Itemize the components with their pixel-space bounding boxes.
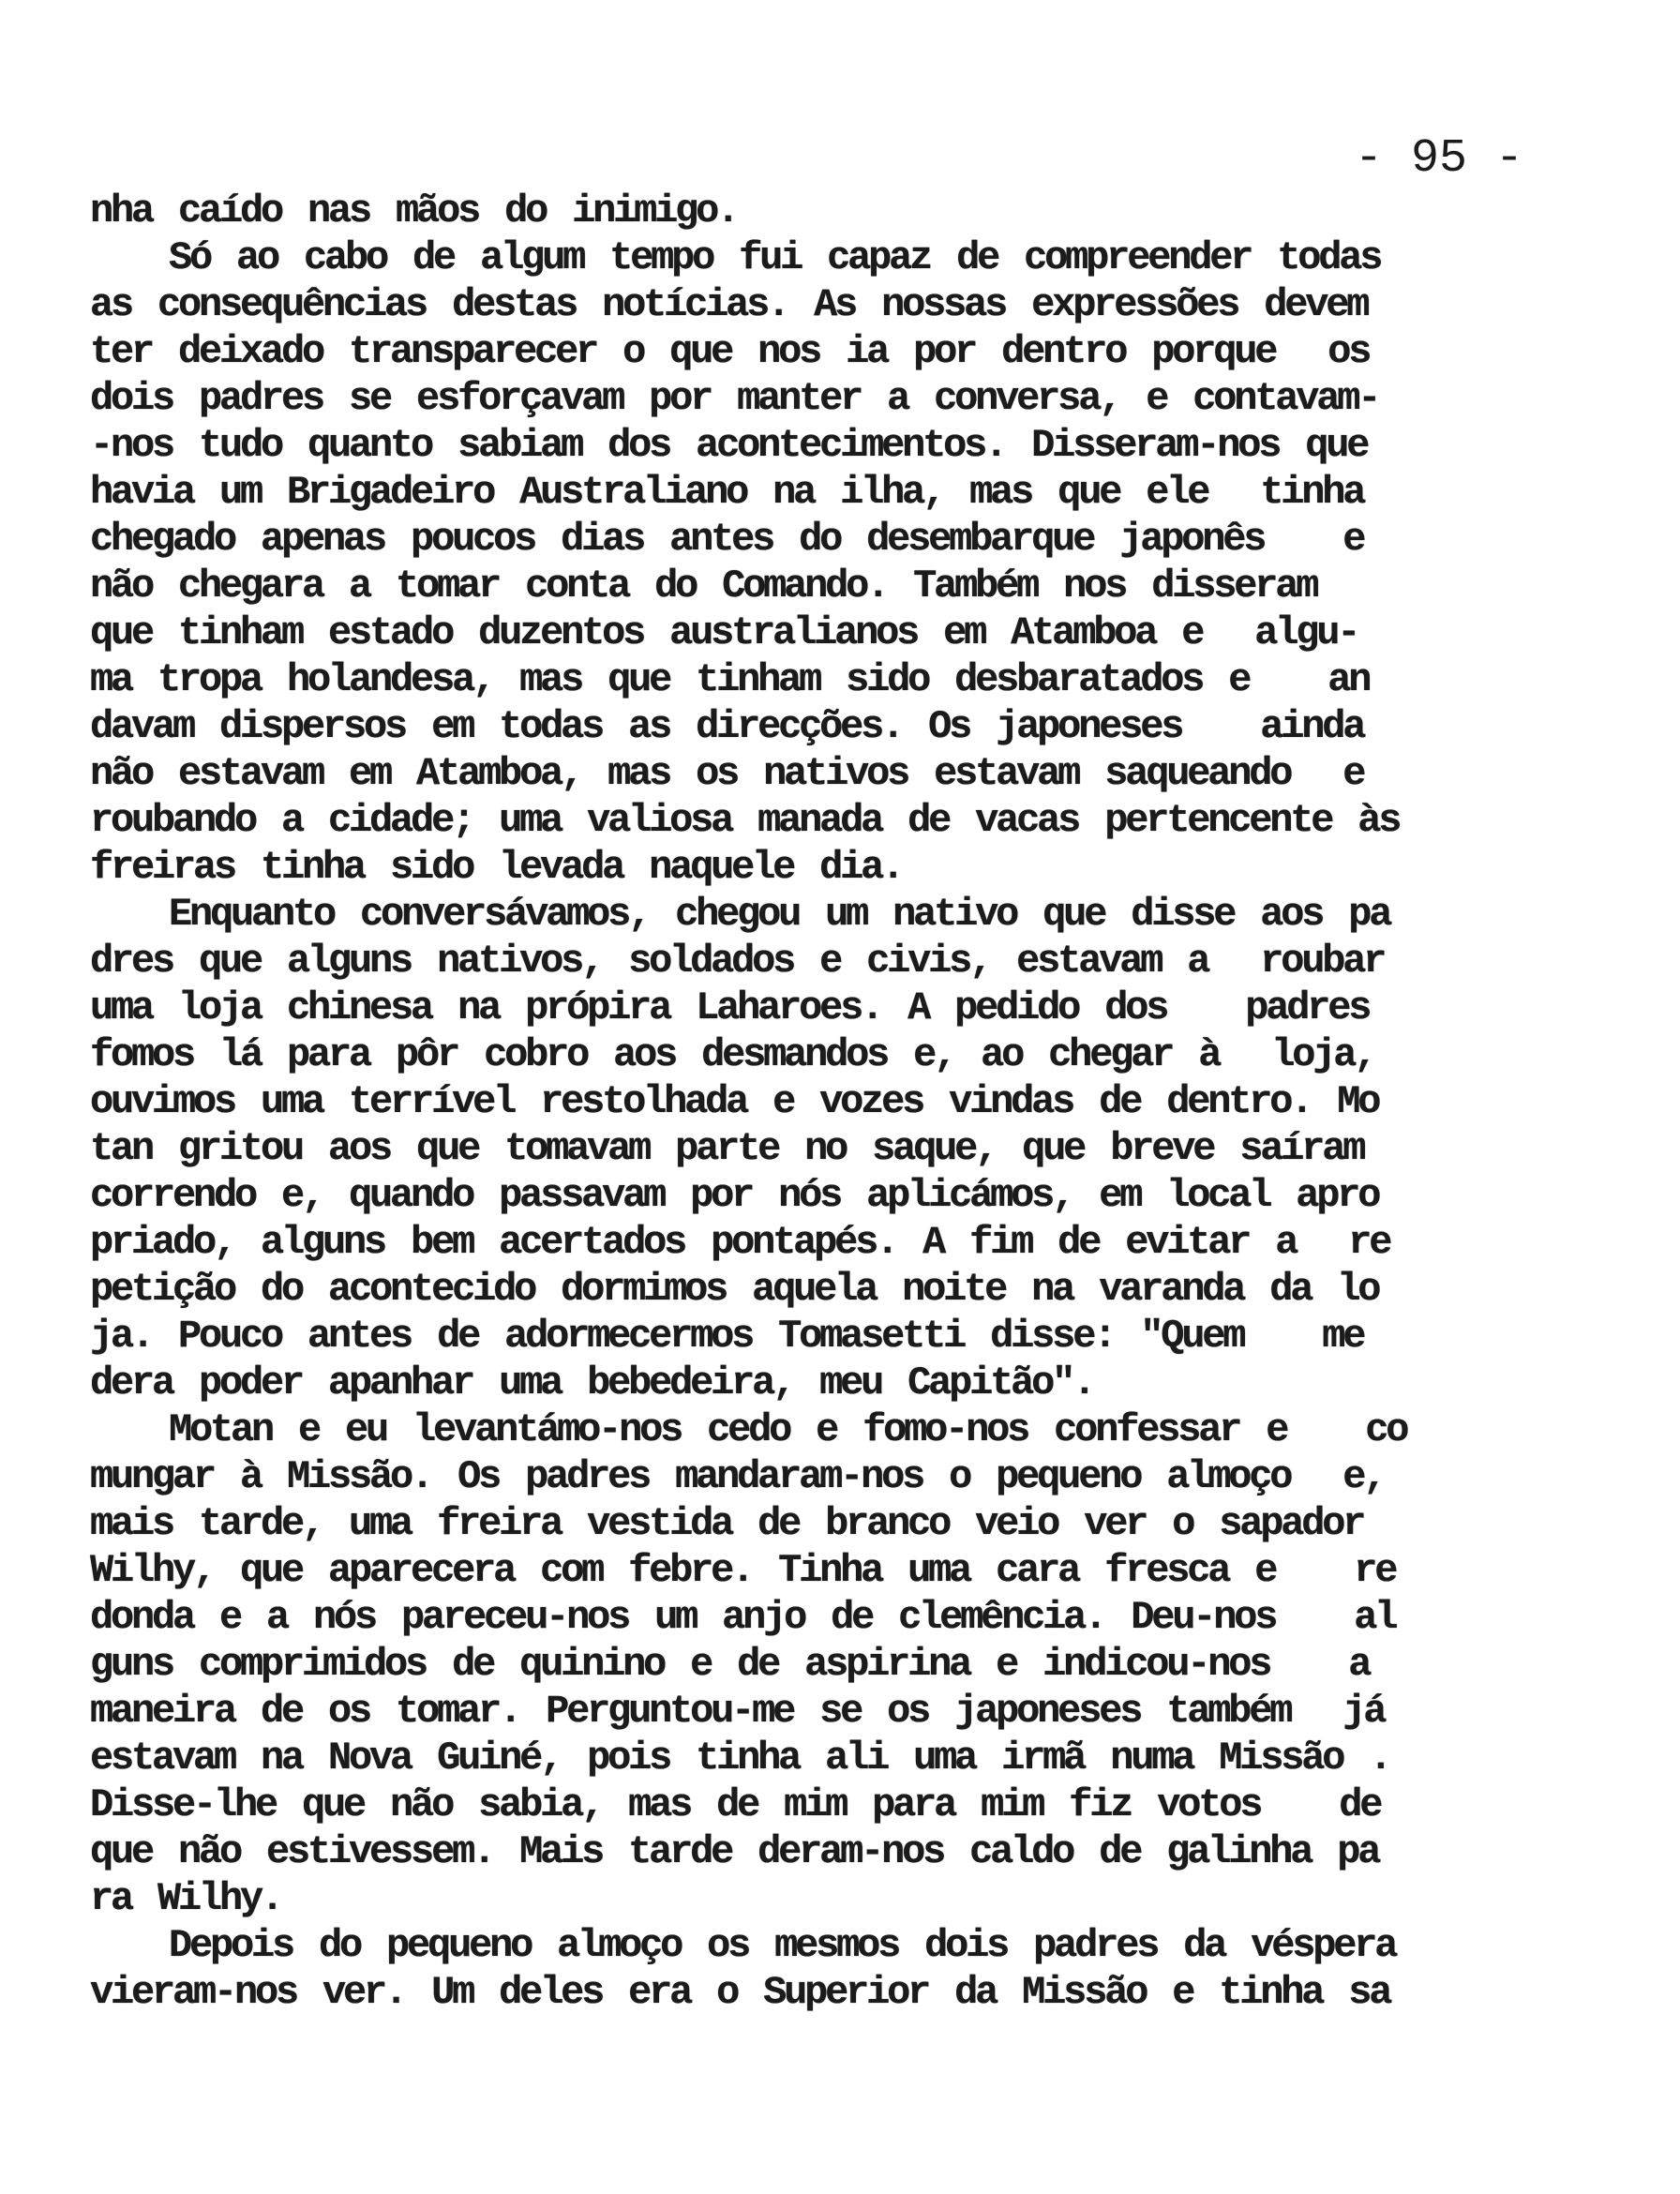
text-line: ter deixado transparecer o que nos ia por dentro porque os (90, 329, 1370, 374)
text-line: donda e a nós pareceu-nos um anjo de clemência. Deu-nos al (90, 1595, 1396, 1640)
text-line: -nos tudo quanto sabiam dos acontecimentos. Disseram-nos que (90, 423, 1368, 468)
text-line: vieram-nos ver. Um deles era o Superior da Missão e tinha sa (90, 1970, 1390, 2015)
text-line: davam dispersos em todas as direcções. Os japoneses ainda (90, 704, 1364, 749)
text-line: Só ao cabo de algum tempo fui capaz de compreender todas (90, 235, 1381, 280)
text-line: Depois do pequeno almoço os mesmos dois padres da véspera (90, 1923, 1396, 1968)
text-line: que não estivessem. Mais tarde deram-nos caldo de galinha pa (90, 1829, 1379, 1874)
text-line: Motan e eu levantámo-nos cedo e fomo-nos confessar e co (90, 1407, 1407, 1452)
text-line: Wilhy, que aparecera com febre. Tinha uma cara fresca e re (90, 1548, 1396, 1593)
text-line: ouvimos uma terrível restolhada e vozes vindas de dentro. Mo (90, 1079, 1379, 1124)
text-line: roubando a cidade; uma valiosa manada de vacas pertencente às (90, 798, 1400, 843)
text-line: ja. Pouco antes de adormecermos Tomasetti disse: "Quem me (90, 1314, 1364, 1359)
text-line: havia um Brigadeiro Australiano na ilha, mas que ele tinha (90, 470, 1364, 515)
text-line: Enquanto conversávamos, chegou um nativo que disse aos pa (90, 892, 1390, 937)
text-line: dois padres se esforçavam por manter a conversa, e contavam- (90, 376, 1379, 421)
text-line: tan gritou aos que tomavam parte no saque, que breve saíram (90, 1126, 1364, 1171)
text-line: correndo e, quando passavam por nós aplicámos, em local apro (90, 1173, 1379, 1218)
text-line: estavam na Nova Guiné, pois tinha ali uma irmã numa Missão . (90, 1736, 1390, 1781)
text-line: não estavam em Atamboa, mas os nativos estavam saqueando e (90, 751, 1364, 796)
text-line: dres que alguns nativos, soldados e civis, estavam a roubar (90, 939, 1385, 984)
body-text (90, 188, 1496, 2016)
text-line: nha caído nas mãos do inimigo. (90, 188, 738, 233)
text-line: priado, alguns bem acertados pontapés. A fim de evitar a re (90, 1220, 1390, 1265)
text-line: ra Wilhy. (90, 1876, 282, 1921)
text-line: as consequências destas notícias. As nossas expressões devem (90, 282, 1368, 327)
text-line: ma tropa holandesa, mas que tinham sido desbaratados e an (90, 657, 1370, 702)
text-line: uma loja chinesa na própira Laharoes. A pedido dos padres (90, 985, 1370, 1030)
page-number: - 95 - (1355, 132, 1524, 186)
text-line: que tinham estado duzentos australianos em Atamboa e algu- (90, 610, 1358, 655)
text-line: petição do acontecido dormimos aquela noite na varanda da lo (90, 1267, 1379, 1312)
text-line: guns comprimidos de quinino e de aspirina e indicou-nos a (90, 1642, 1370, 1687)
text-line: fomos lá para pôr cobro aos desmandos e, ao chegar à loja, (90, 1032, 1375, 1077)
text-line: chegado apenas poucos dias antes do desembarque japonês e (90, 517, 1364, 562)
text-line: não chegara a tomar conta do Comando. Também nos disseram (90, 564, 1317, 609)
text-line: freiras tinha sido levada naquele dia. (90, 845, 903, 890)
text-line: dera poder apanhar uma bebedeira, meu Capitão". (90, 1360, 1094, 1405)
text-line: mungar à Missão. Os padres mandaram-nos o pequeno almoço e, (90, 1454, 1385, 1499)
text-line: mais tarde, uma freira vestida de branco veio ver o sapador (90, 1501, 1364, 1546)
text-line: Disse-lhe que não sabia, mas de mim para mim fiz votos de (90, 1782, 1381, 1827)
text-line: maneira de os tomar. Perguntou-me se os japoneses também já (90, 1689, 1385, 1734)
